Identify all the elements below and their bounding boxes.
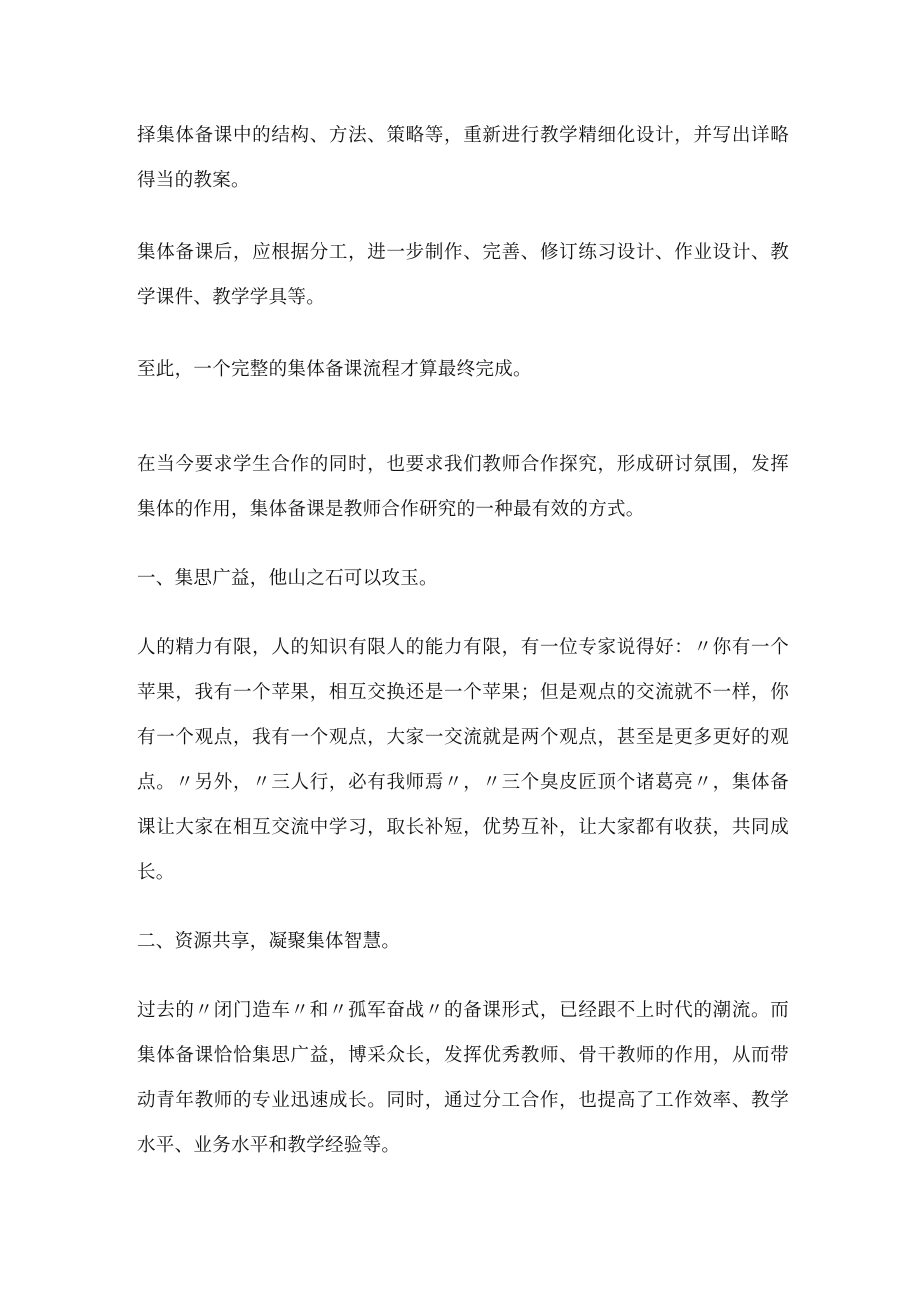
section-heading-one: 一、集思广益，他山之石可以攻玉。 [137, 568, 438, 589]
paragraph-resource-sharing: 过去的〃闭门造车〃和〃孤军奋战〃的备课形式，已经跟不上时代的潮流。而集体备课恰恰集思广益，博采众长，发挥优秀教师、骨干教师的作用，从而带动青年教师的专业迅速成长。同时，通过分工合作，也提高了工作效率、教学水平、业务水平和教学经验等。 [137, 1000, 789, 1156]
paragraph-process-complete: 至此，一个完整的集体备课流程才算最终完成。 [137, 359, 532, 380]
section-heading-two: 二、资源共享，凝聚集体智慧。 [137, 931, 401, 952]
paragraph-teacher-cooperation: 在当今要求学生合作的同时，也要求我们教师合作探究，形成研讨氛围，发挥集体的作用，集体备课是教师合作研究的一种最有效的方式。 [137, 454, 789, 520]
document-body [137, 113, 789, 1168]
paragraph-idea-exchange: 人的精力有限，人的知识有限人的能力有限，有一位专家说得好：〃你有一个苹果，我有一个苹果，相互交换还是一个苹果；但是观点的交流就不一样，你有一个观点，我有一个观点，大家一交流就是两个观点，甚至是更多更好的观点。〃另外，〃三人行，必有我师焉〃，〃三个臭皮匠顶个诸葛亮〃，集体备课让大家在相互交流中学习，取长补短，优势互补，让大家都有收获，共同成长。 [137, 637, 789, 883]
paragraph-after-collective-preparation: 集体备课后，应根据分工，进一步制作、完善、修订练习设计、作业设计、教学课件、教学学具等。 [137, 242, 789, 308]
paragraph-lesson-plan-design: 择集体备课中的结构、方法、策略等，重新进行教学精细化设计，并写出详略得当的教案。 [137, 125, 789, 191]
